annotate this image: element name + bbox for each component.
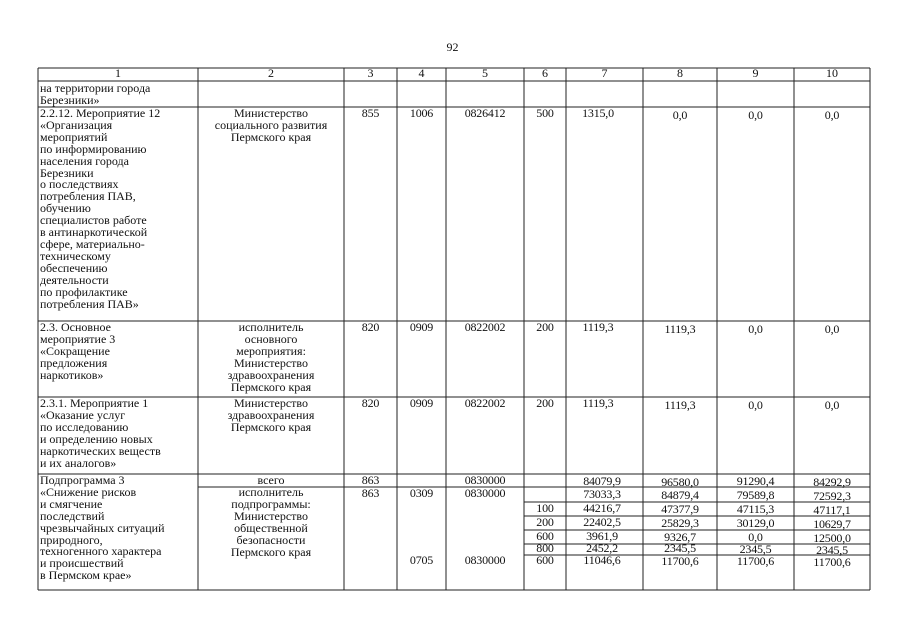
measure-2-2-12-executor: Министерство социального развития Пермского края	[214, 106, 328, 144]
program-3-r0705-c7: 11046,6	[583, 553, 621, 567]
measure-2-2-12-c10: 0,0	[824, 108, 840, 122]
program-3-r100-c8: 47377,9	[661, 502, 699, 516]
program-3-r600-c10: 12500,0	[813, 531, 851, 545]
measure-2-2-12-name: 2.2.12. Мероприятие 12 «Организация мероприятий по информированию населения города Березники о последствиях потребления ПАВ, обучению специалистов работе в антинаркотической сфере, материально- техническому обеспечению деятельности по профилактике потребления ПАВ»	[40, 106, 161, 311]
program-3-total-c7: 84079,9	[583, 474, 621, 488]
measure-2-2-12-c8: 0,0	[672, 108, 688, 122]
measure-2-3-executor: исполнитель основного мероприятия: Министерство здравоохранения Пермского края	[227, 320, 315, 394]
measure-2-3-1-c6: 200	[536, 396, 554, 410]
program-3-total-c3: 863	[361, 473, 380, 487]
program-3-total-c5: 0830000	[464, 473, 506, 487]
program-3-r200-c7: 22402,5	[583, 515, 621, 529]
program-3-r0705-c8: 11700,6	[661, 554, 699, 568]
measure-2-2-12-c9: 0,0	[748, 108, 763, 122]
measure-2-3-1-executor: Министерство здравоохранения Пермского края	[227, 396, 315, 434]
program-3-total-c8: 96580,0	[661, 475, 699, 489]
col-header-5: 5	[482, 66, 488, 80]
program-3-r800-c6: 800	[536, 541, 554, 555]
measure-2-3-1-c9: 0,0	[748, 398, 763, 412]
measure-2-2-12-c5: 0826412	[464, 106, 506, 120]
measure-2-3-1-c7: 1119,3	[582, 396, 614, 410]
program-3-r0705-c6: 600	[536, 553, 554, 567]
measure-2-3-name: 2.3. Основное мероприятие 3 «Сокращение предложения наркотиков»	[40, 320, 116, 382]
program-3-r800-c8: 2345,5	[664, 541, 696, 555]
program-3-r0705-c10: 11700,6	[813, 555, 851, 569]
col-header-4: 4	[418, 66, 425, 80]
col-header-6: 6	[542, 66, 548, 80]
program-3-r100-c7: 44216,7	[583, 501, 621, 515]
program-3-r0705-c9: 11700,6	[736, 554, 775, 568]
measure-2-3-c5: 0822002	[464, 320, 506, 334]
program-3-r600-c6: 600	[536, 529, 554, 543]
program-3-total-c10: 84292,9	[813, 475, 851, 489]
program-3-r100-c6: 100	[536, 501, 554, 515]
program-3-total-c9: 91290,4	[736, 474, 775, 488]
program-3-r800-c10: 2345,5	[816, 543, 848, 557]
col-header-10: 10	[826, 66, 838, 80]
measure-2-3-c3: 820	[361, 320, 380, 334]
program-3-executor: исполнитель подпрограммы: Министерство общественной безопасности Пермского края	[230, 485, 312, 559]
program-3-sub-c4: 0309	[409, 486, 434, 500]
measure-2-3-1-c3: 820	[361, 396, 380, 410]
measure-2-3-c9: 0,0	[748, 322, 763, 336]
measure-2-2-12-c4: 1006	[409, 106, 434, 120]
program-3-r200-c9: 30129,0	[736, 516, 775, 530]
program-3-sub-c10: 72592,3	[813, 489, 851, 503]
col-header-3: 3	[367, 66, 374, 80]
measure-2-3-c6: 200	[536, 320, 554, 334]
program-3-r200-c6: 200	[536, 515, 554, 529]
measure-2-3-1-c5: 0822002	[464, 396, 506, 410]
program-3-r600-c8: 9326,7	[664, 530, 696, 544]
col-header-7: 7	[601, 66, 608, 80]
measure-2-2-12-c3: 855	[361, 106, 380, 120]
program-3-sub-c5: 0830000	[464, 486, 506, 500]
program-3-r0705-c4: 0705	[409, 553, 434, 567]
program-3-r800-c9: 2345,5	[739, 542, 772, 556]
program-3-sub-c8: 84879,4	[661, 488, 699, 502]
program-3-name: Подпрограмма 3 «Снижение рисков и смягчение последствий чрезвычайных ситуаций природного, техногенного характера и происшествий в Пермском крае»	[40, 473, 165, 583]
measure-2-3-c7: 1119,3	[582, 320, 614, 334]
measure-2-3-1-c10: 0,0	[824, 398, 840, 412]
measure-2-2-12-c7: 1315,0	[582, 106, 614, 120]
program-3-r600-c7: 3961,9	[586, 529, 618, 543]
measure-2-3-c10: 0,0	[824, 322, 840, 336]
program-3-r600-c9: 0,0	[748, 530, 763, 544]
measure-2-3-1-c8: 1119,3	[664, 398, 696, 412]
col-header-1: 1	[115, 66, 121, 80]
program-3-sub-c9: 79589,8	[736, 488, 775, 502]
measure-2-2-12-c6: 500	[536, 106, 554, 120]
program-3-sub-c7: 73033,3	[583, 487, 621, 501]
program-3-sub-c3: 863	[361, 486, 380, 500]
col-header-2: 2	[268, 66, 274, 80]
measure-2-3-c8: 1119,3	[664, 322, 696, 336]
measure-2-3-1-c4: 0909	[409, 396, 434, 410]
program-3-r800-c7: 2452,2	[586, 541, 618, 555]
program-3-r100-c9: 47115,3	[736, 502, 775, 516]
col-header-8: 8	[677, 66, 683, 80]
program-3-r200-c8: 25829,3	[661, 516, 699, 530]
program-3-r100-c10: 47117,1	[813, 503, 851, 517]
program-3-total-label: всего	[257, 473, 285, 487]
program-3-r0705-c5: 0830000	[464, 553, 506, 567]
program-3-r200-c10: 10629,7	[813, 517, 851, 531]
measure-2-3-c4: 0909	[409, 320, 434, 334]
measure-2-3-1-name: 2.3.1. Мероприятие 1 «Оказание услуг по исследованию и определению новых наркотических веществ и их аналогов»	[40, 396, 161, 470]
page-number: 92	[446, 40, 459, 54]
col-header-9: 9	[752, 66, 759, 80]
continuation-text: на территории города Березники»	[40, 81, 151, 107]
